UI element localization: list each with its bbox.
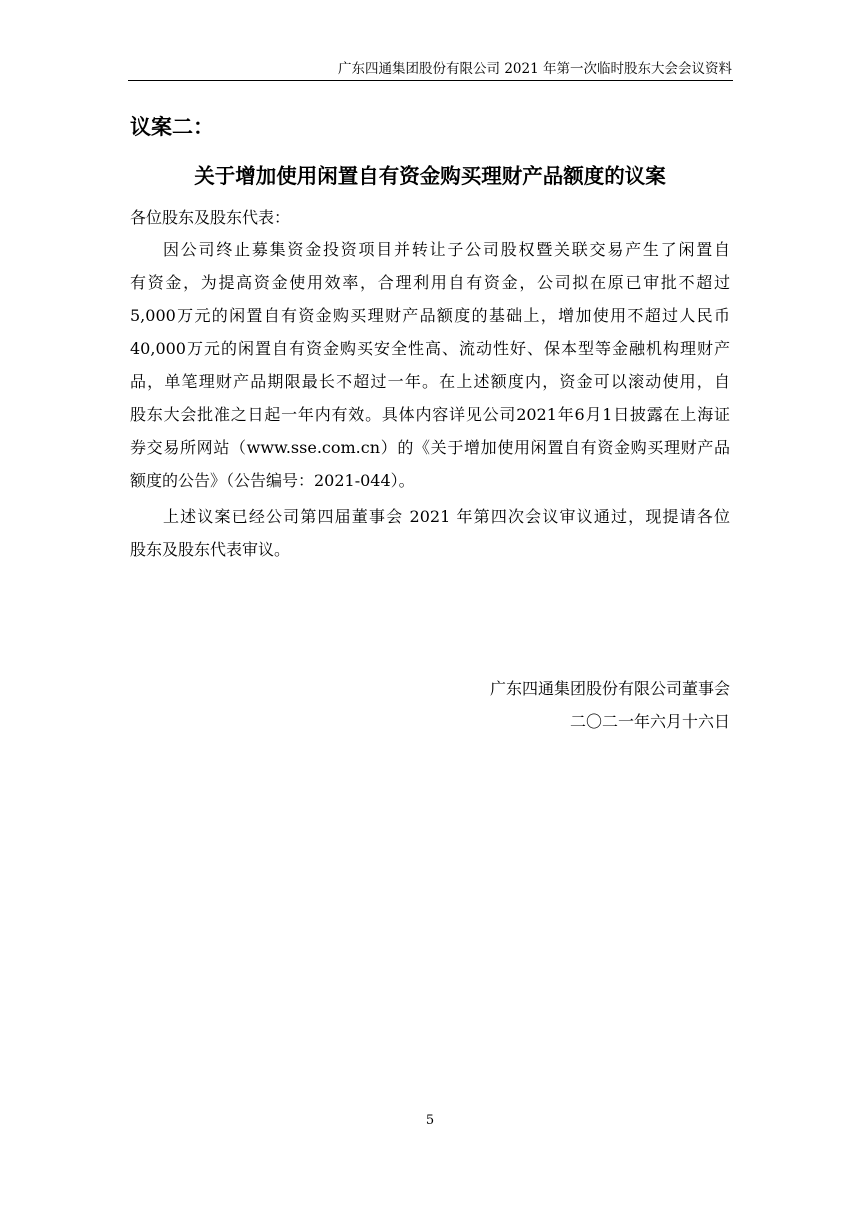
paragraph-line: 券交易所网站（www.sse.com.cn）的《关于增加使用闲置自有资金购买理财产品 <box>130 438 730 457</box>
paragraph-line: 有资金，为提高资金使用效率，合理利用自有资金，公司拟在原已审批不超过 <box>130 273 730 292</box>
section-label: 议案二： <box>130 115 214 139</box>
paragraph-line: 股东大会批准之日起一年内有效。具体内容详见公司2021年6月1日披露在上海证 <box>130 405 730 424</box>
document-title: 关于增加使用闲置自有资金购买理财产品额度的议案 <box>194 164 666 188</box>
paragraph-line: 5,000万元的闲置自有资金购买理财产品额度的基础上，增加使用不超过人民币 <box>130 306 730 325</box>
paragraph-line: 额度的公告》（公告编号：2021-044）。 <box>130 471 415 490</box>
signature-date: 二〇二一年六月十六日 <box>569 712 730 731</box>
paragraph-line: 上述议案已经公司第四届董事会 2021 年第四次会议审议通过，现提请各位 <box>163 507 730 526</box>
signature-organization: 广东四通集团股份有限公司董事会 <box>489 679 730 698</box>
page-number: 5 <box>425 1113 435 1128</box>
paragraph-line: 品，单笔理财产品期限最长不超过一年。在上述额度内，资金可以滚动使用，自 <box>130 372 730 391</box>
salutation: 各位股东及股东代表： <box>130 208 291 227</box>
paragraph-line: 股东及股东代表审议。 <box>130 540 291 559</box>
running-header: 广东四通集团股份有限公司 2021 年第一次临时股东大会会议资料 <box>338 61 732 77</box>
paragraph-line: 因公司终止募集资金投资项目并转让子公司股权暨关联交易产生了闲置自 <box>163 240 730 259</box>
header-divider <box>128 80 733 81</box>
paragraph-line: 40,000万元的闲置自有资金购买安全性高、流动性好、保本型等金融机构理财产 <box>130 339 730 358</box>
